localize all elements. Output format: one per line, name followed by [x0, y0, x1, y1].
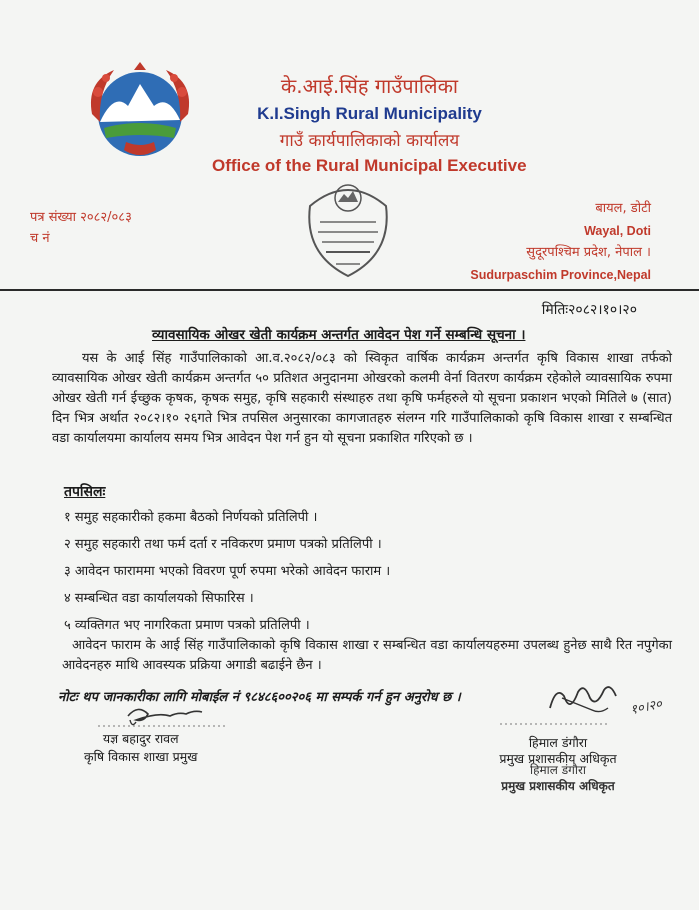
- notice-subject: व्यावसायिक ओखर खेती कार्यक्रम अन्तर्गत आवेदन पेश गर्ने सम्बन्धि सूचना ।: [152, 327, 526, 343]
- signatory-left-title: कृषि विकास शाखा प्रमुख: [84, 749, 198, 764]
- letter-number: पत्र संख्या २०८२/०८३: [30, 210, 132, 225]
- list-item: ५ व्यक्तिगत भए नागरिकता प्रमाण पत्रको प्रतिलिपी ।: [64, 618, 310, 633]
- address-line2-np: सुदूरपश्चिम प्रदेश, नेपाल ।: [526, 245, 651, 260]
- list-item: १ समुह सहकारीको हकमा बैठको निर्णयको प्रतिलिपी ।: [64, 510, 318, 525]
- handwritten-date: १०।२०: [629, 696, 664, 719]
- signatory-left: [84, 730, 197, 766]
- closing-paragraph: आवेदन फाराम के आई सिंह गाउँपालिकाको कृषि विकास शाखा र सम्बन्धित वडा कार्यालयहरुमा उपलब्ध हुनेछ साथै रित नपुगेका आवेदनहरु माथि आवस्यक प्रक्रिया अगाडी बढाईने छैन ।: [62, 638, 672, 673]
- signatory-right-title: प्रमुख प्रशासकीय अधिकृत: [499, 751, 617, 766]
- list-item: ३ आवेदन फाराममा भएको विवरण पूर्ण रुपमा भरेको आवेदन फाराम ।: [64, 564, 391, 579]
- letterhead-divider: [0, 289, 699, 291]
- contact-note: नोटः थप जानकारीका लागि मोबाईल नं ९८४८६००२०६ मा सम्पर्क गर्न हुन अनुरोध छ ।: [58, 690, 461, 705]
- list-item: ४ सम्बन्धित वडा कार्यालयको सिफारिस ।: [64, 591, 254, 606]
- address-line2-en: Sudurpaschim Province,Nepal: [470, 268, 651, 282]
- required-documents-list: [64, 508, 390, 643]
- name-stamp: [468, 762, 648, 794]
- body-paragraph: यस के आई सिंह गाउँपालिकाको आ.व.२०८२/०८३ को स्विकृत वार्षिक कार्यक्रम अन्तर्गत कृषि विकास शाखा तर्फको व्यावसायिक ओखर खेती कार्यक्रम अन्तर्गत ५० प्रतिशत अनुदानमा ओखरको कलमी वेर्ना वितरण कार्यक्रम रहेकोले व्यावसायिक रुपमा ओखर खेती गर्न ईच्छुक कृषक, कृषक समुह, कृषि सहकारी संस्थाहरु तथा कृषि फर्महरुले यो सूचना प्रकाशन भएको मितिले ७ (सात) दिन भित्र अर्थात २०८२।१० २६गते भित्र तपसिल अनुसारका कागजातहरु संलग्न गरि गाउँपालिकाको कृषि विकास शाखा र सम्बन्धित वडा कार्यालयमा कार्यालय समय भित्र आवेदन पेश गर्न हुन यो सूचना प्रकाशित गरिएको छ ।: [52, 351, 672, 446]
- office-name-np: गाउँ कार्यपालिकाको कार्यालय: [279, 131, 460, 151]
- name-stamp-name: हिमाल डंगौरा: [529, 763, 586, 777]
- address-line1-en: Wayal, Doti: [584, 224, 651, 238]
- office-address: [470, 198, 651, 286]
- signatory-left-name: यज्ञ बहादुर रावल: [102, 731, 179, 746]
- dispatch-number: च नं: [30, 231, 50, 246]
- reference-block: [30, 207, 132, 249]
- office-stamp-icon: [300, 176, 396, 280]
- notice-date: मितिः२०८२।१०।२०: [541, 302, 637, 318]
- name-stamp-title: प्रमुख प्रशासकीय अधिकृत: [501, 779, 615, 793]
- office-name-en: Office of the Rural Municipal Executive: [212, 156, 527, 175]
- address-line1-np: बायल, डोटी: [595, 201, 651, 216]
- signatory-right-name: हिमाल डंगौरा: [528, 735, 588, 750]
- list-item: २ समुह सहकारी तथा फर्म दर्ता र नविकरण प्रमाण पत्रको प्रतिलिपी ।: [64, 537, 382, 552]
- details-heading: तपसिलः: [64, 484, 106, 500]
- municipality-name-np: के.आई.सिंह गाउँपालिका: [280, 74, 459, 98]
- municipality-name-en: K.I.Singh Rural Municipality: [257, 104, 482, 123]
